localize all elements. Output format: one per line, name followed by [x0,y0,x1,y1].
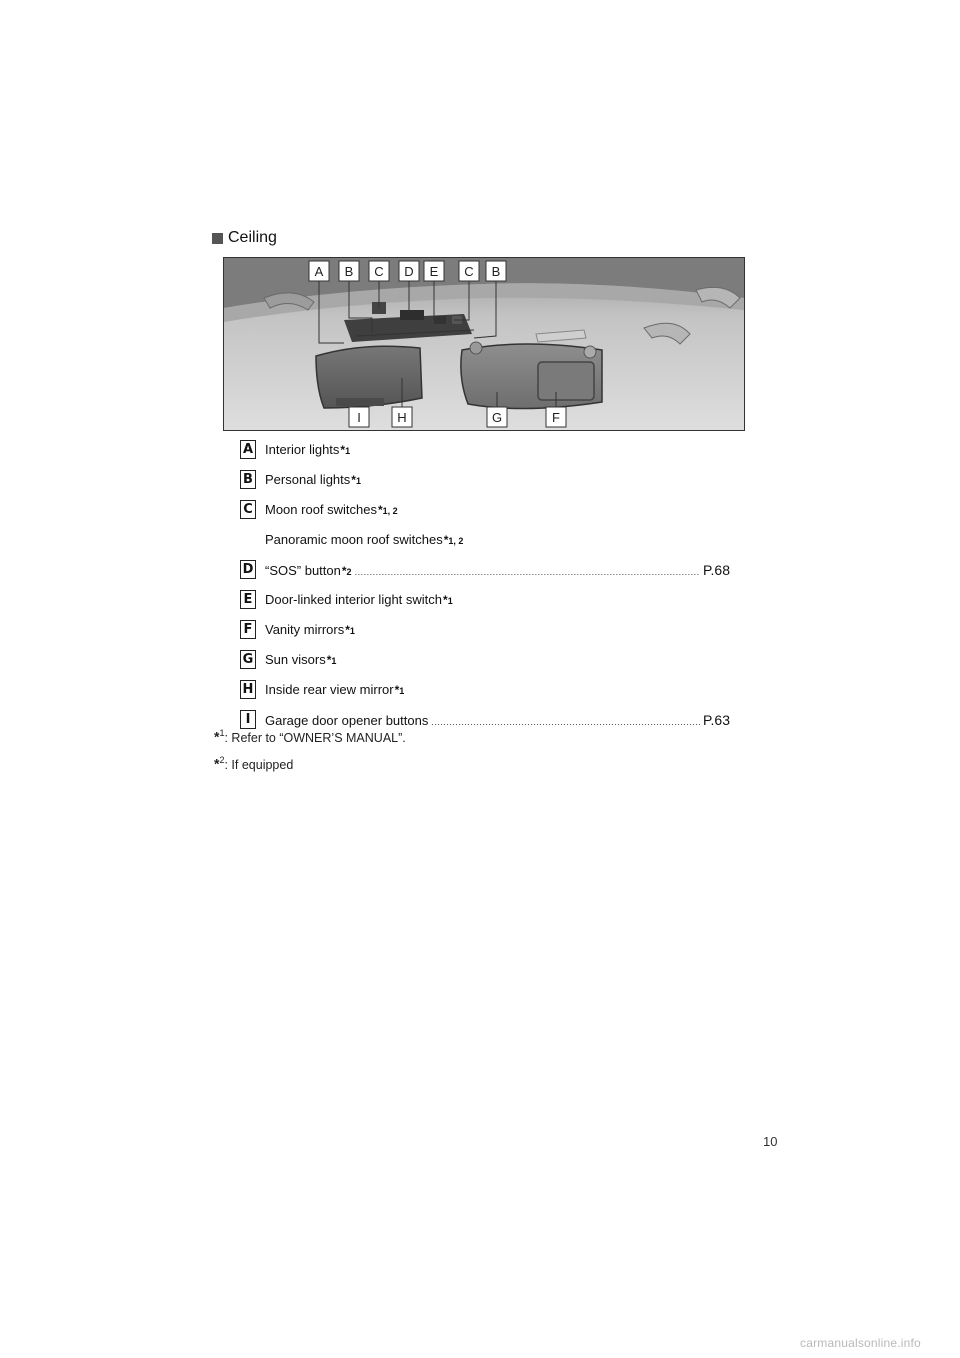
item-tag: C [240,500,256,519]
footnote-text: : Refer to “OWNER’S MANUAL”. [224,730,406,745]
callout-label-text: A [314,264,324,279]
item-label: Vanity mirrors [265,622,345,637]
callout-label [392,407,412,427]
item-tag: E [240,590,256,609]
callout-label-text: C [464,264,474,279]
item-tag: G [240,650,256,669]
ceiling-drawing [224,258,744,430]
footnote-ref-number: 1 [355,476,361,486]
footnote-ref-number: 2 [346,567,352,577]
leader-dots [431,713,700,728]
list-item [240,554,730,584]
item-tag: D [240,560,256,579]
list-item [240,434,730,464]
footnote-ref-number: 1, 2 [382,506,398,516]
callout-label-text: B [344,264,354,279]
item-label: Door-linked interior light switch [265,592,443,607]
callout-label-text: B [491,264,501,279]
callout-label-text: G [491,410,503,425]
callout-label [487,407,507,427]
footnote-ref-number: 1 [447,596,453,606]
footnote-mark [214,755,224,772]
footnote-ref-number: 1 [399,686,405,696]
callout-label [349,407,369,427]
parts-list [240,434,730,734]
callout-label-text: H [397,410,407,425]
list-item [240,494,730,554]
page-reference-link[interactable]: P.68 [703,562,730,578]
callout-label-text: I [357,410,361,425]
footnote [214,728,406,755]
item-label: Inside rear view mirror [265,682,394,697]
callout-label-text: E [429,264,439,279]
item-label: Sun visors [265,652,326,667]
footnote-number: 2 [219,755,225,765]
footnote-ref: *2 [341,564,352,578]
callout-label [339,261,359,281]
page-reference-link[interactable]: P.63 [703,712,730,728]
leader-dots [355,563,700,578]
section-heading [212,229,277,247]
item-label: “SOS” button [265,563,341,578]
footnote-ref: *1 [443,593,453,607]
callout-label [369,261,389,281]
footnotes [214,728,406,782]
callout-label [309,261,329,281]
footnote-ref: *1, 2 [443,533,464,547]
heading-square-icon [212,233,223,244]
page-number: 10 [763,1134,778,1149]
callout-label [486,261,506,281]
list-item [240,644,730,674]
footnote-ref: *1 [351,473,361,487]
section-heading-text: Ceiling [228,229,277,246]
footnote-ref: *1 [340,443,351,457]
callout-label-text: D [404,264,414,279]
footnote-ref-number: 1 [331,656,337,666]
list-item [240,614,730,644]
footnote-ref-number: 1 [349,626,355,636]
footnote-asterisk: * [214,755,220,772]
item-tag: B [240,470,256,489]
callout-label [546,407,566,427]
footnote-number: 1 [219,728,225,738]
footnote-ref: *1 [394,683,405,697]
list-item [240,464,730,494]
item-label: Interior lights [265,442,340,457]
top-label-boxes [309,261,506,281]
callout-label [424,261,444,281]
callout-label-text: C [374,264,384,279]
footnote [214,755,406,782]
footnote-mark [214,728,224,745]
item-tag: A [240,440,256,459]
footnote-ref: *1, 2 [378,503,398,517]
item-tag: F [240,620,256,639]
list-item [240,674,730,704]
watermark: carmanualsonline.info [800,1336,921,1350]
footnote-text: : If equipped [224,757,294,772]
callout-label [399,261,419,281]
footnote-ref-number: 1, 2 [448,536,464,546]
footnote-ref-number: 1 [345,446,351,456]
item-tag: H [240,680,256,699]
callout-label-text: F [552,410,560,425]
ceiling-illustration [223,257,745,431]
footnote-ref: *1 [345,623,355,637]
callout-label [459,261,479,281]
item-label: Moon roof switches [265,502,377,517]
footnote-asterisk: * [214,728,220,745]
item-label-secondary: Panoramic moon roof switches [265,532,443,547]
item-tag: I [240,710,256,729]
footnote-ref: *1 [326,653,337,667]
list-item [240,584,730,614]
item-label: Garage door opener buttons [265,713,429,728]
item-label: Personal lights [265,472,351,487]
